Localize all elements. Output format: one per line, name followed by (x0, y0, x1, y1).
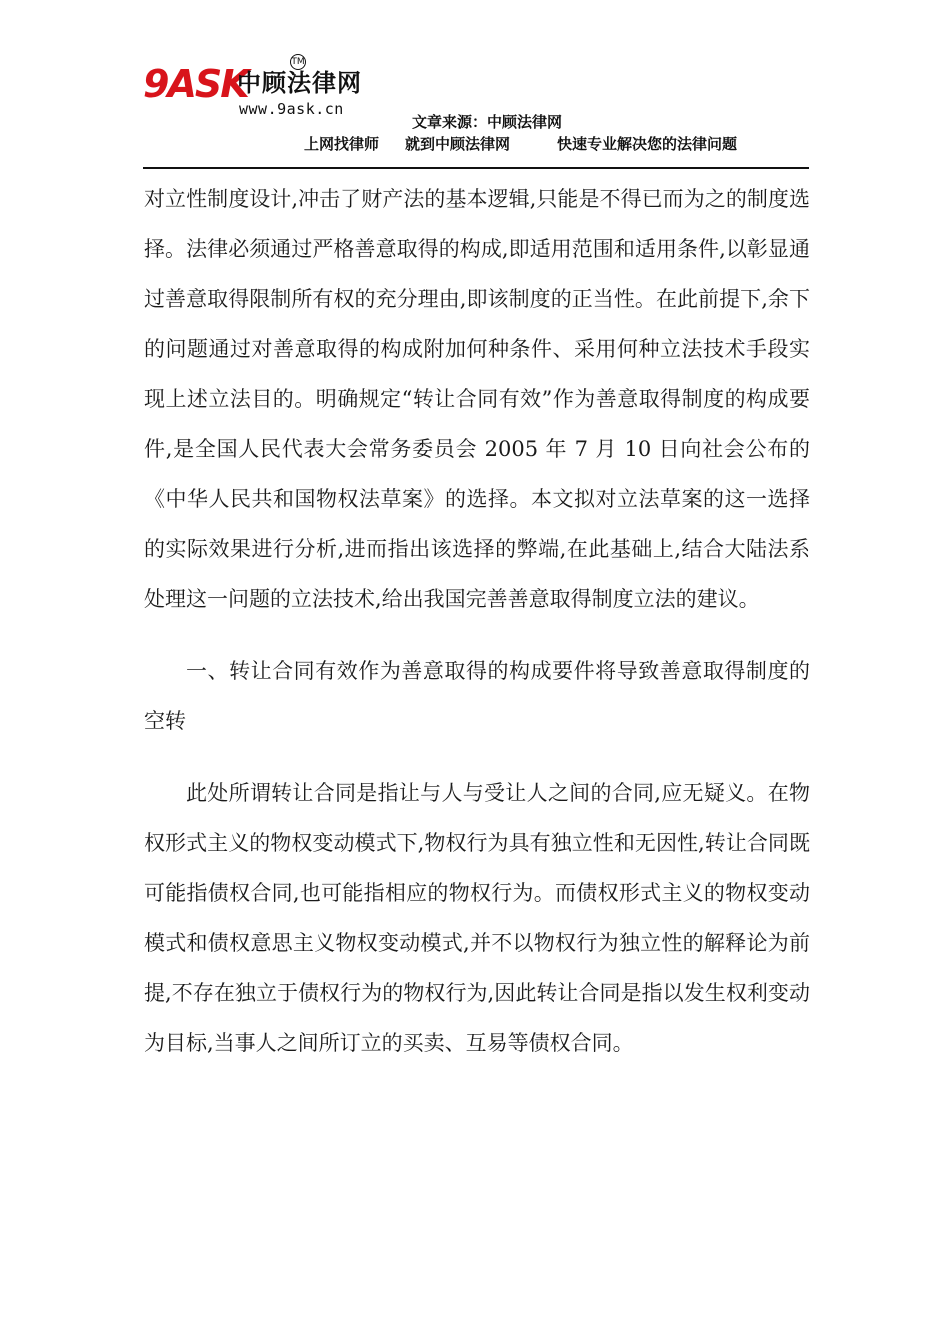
article-source: 文章来源：中顾法律网 (412, 113, 563, 131)
slogan-site: 就到中顾法律网 (405, 135, 511, 153)
logo-site-name: 中顾法律网 (237, 69, 362, 97)
logo-url: www.9ask.cn (239, 100, 344, 118)
site-logo[interactable] (143, 57, 393, 124)
trademark-icon: TM (290, 54, 306, 70)
logo-mark: 9ASK (143, 62, 248, 106)
paragraph: 此处所谓转让合同是指让与人与受让人之间的合同,应无疑义。在物权形式主义的物权变动模式下,物权行为具有独立性和无因性,转让合同既可能指债权合同,也可能指相应的物权行为。而债权形式主义的物权变动模式和债权意思主义物权变动模式,并不以物权行为独立性的解释论为前提,不存在独立于债权行为的物权行为,因此转让合同是指以发生权利变动为目标,当事人之间所订立的买卖、互易等债权合同。 (144, 781, 810, 1055)
article-body (144, 174, 810, 1068)
slogan-service: 快速专业解决您的法律问题 (557, 135, 738, 153)
slogan-find-lawyer: 上网找律师 (304, 135, 380, 153)
paragraph: 对立性制度设计,冲击了财产法的基本逻辑,只能是不得已而为之的制度选择。法律必须通过严格善意取得的构成,即适用范围和适用条件,以彰显通过善意取得限制所有权的充分理由,即该制度的正当性。在此前提下,余下的问题通过对善意取得的构成附加何种条件、采用何种立法技术手段实现上述立法目的。明确规定“转让合同有效”作为善意取得制度的构成要件,是全国人民代表大会常务委员会 2005 年 7 月 10 日向社会公布的《中华人民共和国物权法草案》的选择。本文拟对立法草案的这一选择的实际效果进行分析,进而指出该选择的弊端,在此基础上,结合大陆法系处理这一问题的立法技术,给出我国完善善意取得制度立法的建议。 (144, 187, 810, 611)
header-divider (143, 167, 809, 169)
section-heading: 一、转让合同有效作为善意取得的构成要件将导致善意取得制度的空转 (144, 659, 810, 733)
